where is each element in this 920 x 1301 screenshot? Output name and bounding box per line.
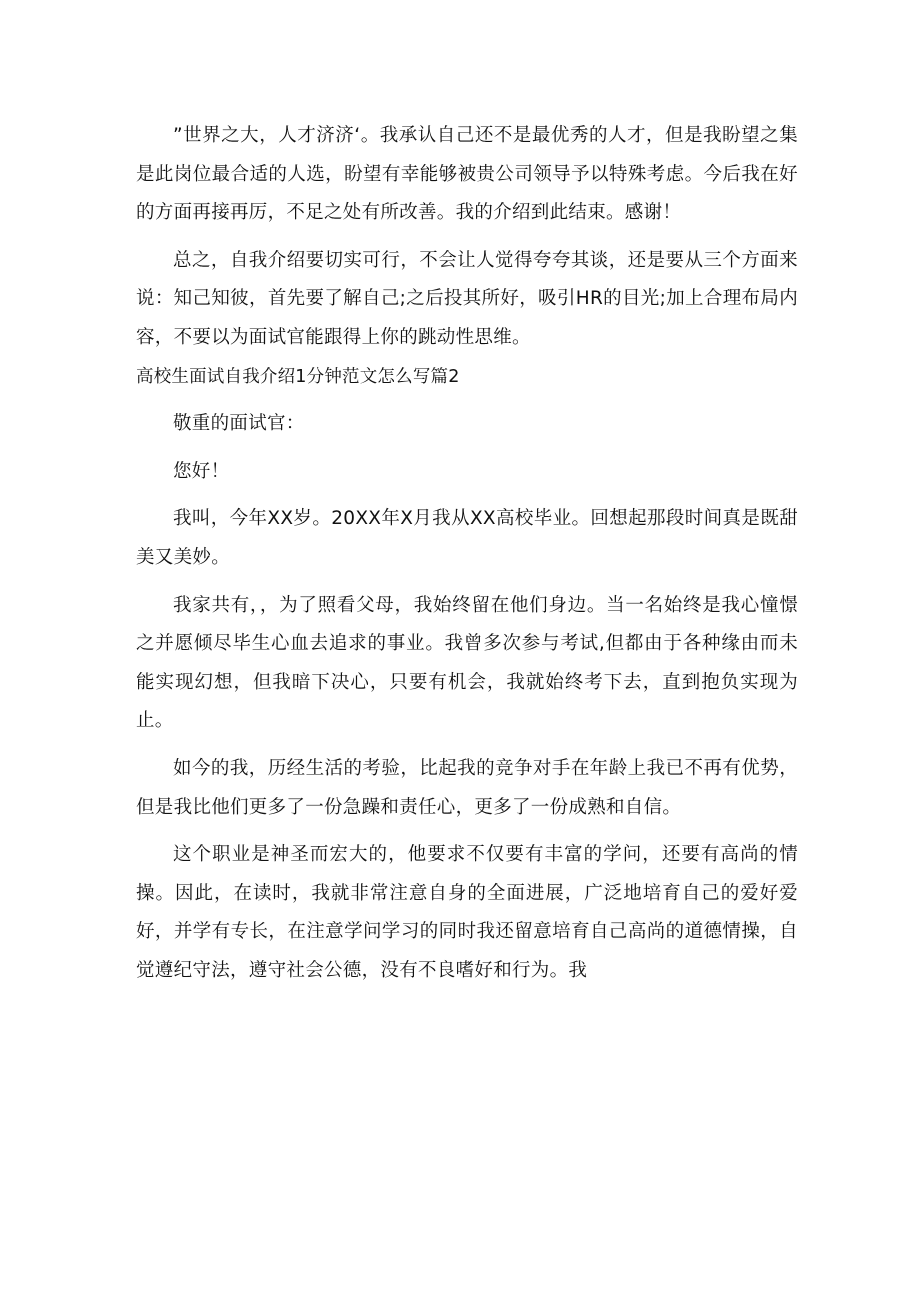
paragraph-gap xyxy=(136,827,798,836)
paragraph-gap xyxy=(136,741,798,750)
paragraph-gap xyxy=(136,444,798,453)
paragraph-profession: 这个职业是神圣而宏大的，他要求不仅要有丰富的学问，还要有高尚的情操。因此，在读时，我就非常注意自身的全面进展，广泛地培育自己的爱好爱好，并学有专长，在注意学问学习的同时我还留意培育自己高尚的道德情操，自觉遵纪守法，遵守社会公德，没有不良嗜好和行为。我 xyxy=(136,844,798,981)
paragraph-summary: 总之，自我介绍要切实可行，不会让人觉得夸夸其谈，还是要从三个方面来说：知己知彼，首先要了解自己;之后投其所好，吸引HR的目光;加上合理布局内容，不要以为面试官能跟得上你的跳动性思维。 xyxy=(136,249,798,348)
paragraph-introduction: 我叫，今年XX岁。20XX年X月我从XX高校毕业。回想起那段时间真是既甜美又美妙。 xyxy=(136,508,798,568)
paragraph-closing-remarks: ”世界之大，人才济济‘。我承认自己还不是最优秀的人才，但是我盼望之集是此岗位最合适的人选，盼望有幸能够被贵公司领导予以特殊考虑。今后我在好的方面再接再厉，不足之处有所改善。我的介绍到此结束。感谢！ xyxy=(136,125,798,224)
paragraph-experience: 如今的我，历经生活的考验，比起我的竞争对手在年龄上我已不再有优势，但是我比他们更多了一份急躁和责任心，更多了一份成熟和自信。 xyxy=(136,757,798,818)
section-heading: 高校生面试自我介绍1分钟范文怎么写篇2 xyxy=(136,366,460,387)
paragraph-salutation: 敬重的面试官： xyxy=(173,413,305,435)
paragraph-gap xyxy=(136,578,798,587)
paragraph-family: 我家共有，，为了照看父母，我始终留在他们身边。当一名始终是我心憧憬之并愿倾尽毕生心血去追求的事业。我曾多次参与考试,但都由于各种缘由而未能实现幻想，但我暗下决心，只要有机会，我就始终考下去，直到抱负实现为止。 xyxy=(136,594,798,732)
paragraph-greeting: 您好！ xyxy=(173,460,230,482)
paragraph-gap xyxy=(136,491,798,500)
paragraph-gap xyxy=(136,233,798,242)
paragraph-gap xyxy=(136,396,798,405)
document-body xyxy=(136,117,798,990)
